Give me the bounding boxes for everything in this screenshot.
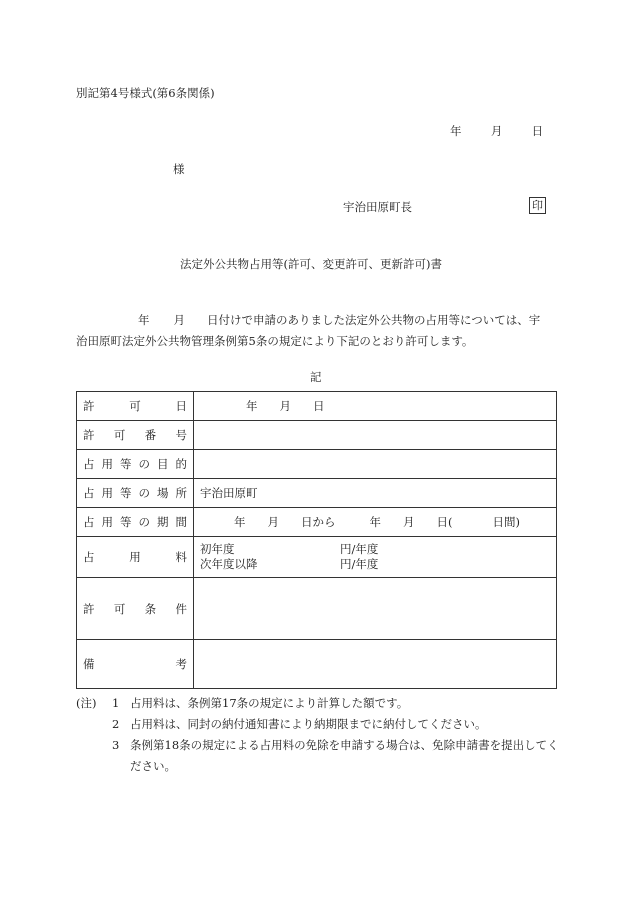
seal-stamp: 印 bbox=[529, 197, 546, 214]
purpose-label: 占 用 等 の 目 的 bbox=[83, 457, 187, 471]
conditions-value bbox=[194, 578, 557, 640]
table-row bbox=[77, 537, 557, 578]
list-item: 2 占用料は、同封の納付通知書により納期限までに納付してください。 bbox=[112, 717, 487, 731]
issuer-name: 宇治田原町長 bbox=[343, 200, 412, 214]
permit-date-label: 許 可 日 bbox=[83, 399, 187, 413]
list-item: 3 条例第18条の規定による占用料の免除を申請する場合は、免除申請書を提出してください。 bbox=[112, 738, 559, 773]
table-row bbox=[77, 479, 557, 508]
notes-prefix: (注) bbox=[76, 696, 97, 710]
form-number: 別記第4号様式(第6条関係) bbox=[76, 86, 215, 100]
addressee-suffix: 様 bbox=[173, 162, 185, 176]
table-row bbox=[77, 578, 557, 640]
table-row bbox=[77, 450, 557, 479]
table-row bbox=[77, 508, 557, 537]
purpose-value bbox=[194, 450, 557, 479]
document-title: 法定外公共物占用等(許可、変更許可、更新許可)書 bbox=[180, 257, 442, 271]
date-month: 月 bbox=[490, 124, 503, 138]
table-row bbox=[77, 392, 557, 421]
notes-section bbox=[76, 693, 560, 777]
period-label: 占 用 等 の 期 間 bbox=[83, 515, 187, 529]
date-day: 日 bbox=[531, 124, 544, 138]
ki-heading: 記 bbox=[310, 370, 322, 384]
body-line2: 治田原町法定外公共物管理条例第5条の規定により下記のとおり許可します。 bbox=[76, 334, 474, 348]
date-line bbox=[450, 123, 543, 139]
permit-date-value: 年 月 日 bbox=[194, 392, 557, 421]
remarks-value bbox=[194, 640, 557, 689]
body-year: 年 bbox=[138, 313, 150, 327]
list-item: (注) 1 占用料は、条例第17条の規定により計算した額です。 bbox=[76, 693, 560, 714]
location-value: 宇治田原町 bbox=[194, 479, 557, 508]
fee-value bbox=[194, 537, 557, 578]
body-line1: 日付けで申請のありました法定外公共物の占用等については、宇 bbox=[207, 313, 541, 327]
permit-number-label: 許 可 番 号 bbox=[83, 428, 187, 442]
table-row bbox=[77, 421, 557, 450]
fee-next-unit: 円/年度 bbox=[340, 557, 379, 571]
fee-first-year: 初年度 bbox=[200, 542, 235, 556]
fee-first-unit: 円/年度 bbox=[340, 542, 379, 556]
permit-table bbox=[76, 391, 557, 689]
body-paragraph bbox=[76, 310, 560, 352]
permit-number-value bbox=[194, 421, 557, 450]
body-month: 月 bbox=[173, 313, 185, 327]
fee-next-year: 次年度以降 bbox=[200, 557, 258, 571]
date-year: 年 bbox=[450, 124, 462, 138]
conditions-label: 許 可 条 件 bbox=[83, 601, 187, 616]
fee-label: 占 用 料 bbox=[83, 550, 187, 564]
location-label: 占 用 等 の 場 所 bbox=[83, 486, 187, 500]
period-value: 年 月 日から 年 月 日( 日間) bbox=[194, 508, 557, 537]
table-row bbox=[77, 640, 557, 689]
remarks-label: 備 考 bbox=[83, 657, 187, 671]
